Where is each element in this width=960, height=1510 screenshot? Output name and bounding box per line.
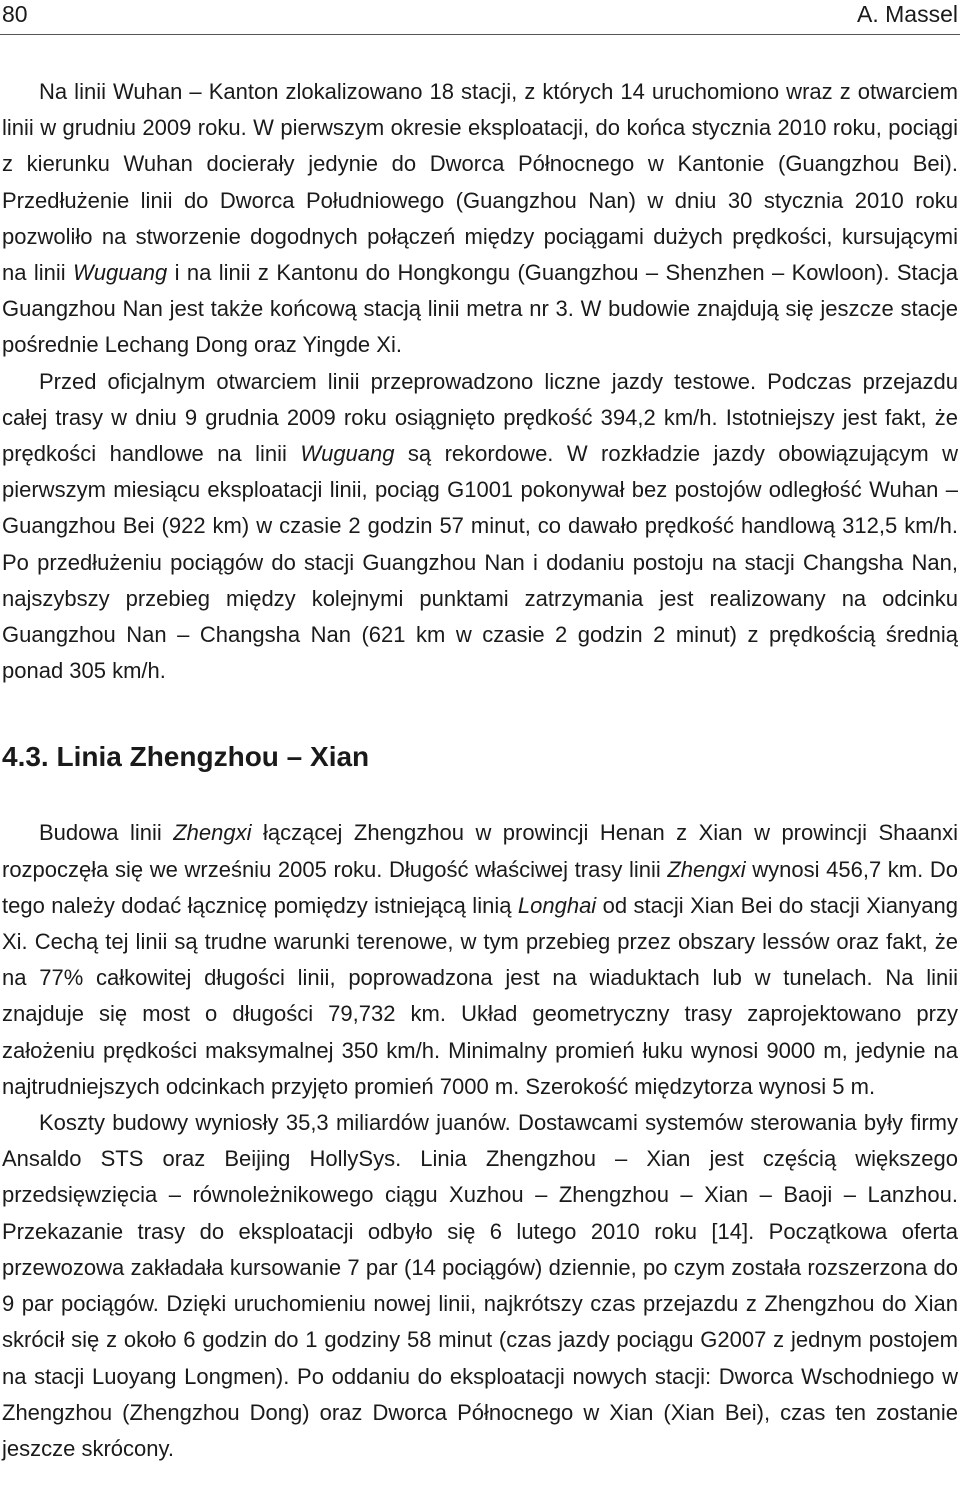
header-rule [0, 34, 960, 35]
page-number: 80 [2, 1, 28, 27]
section-heading: 4.3. Linia Zhengzhou – Xian [2, 741, 370, 773]
paragraph: Budowa linii Zhengxi łączącej Zhengzhou w prowincji Henan z Xian w prowincji Shaanxi rozpoczęła się we wrześniu 2005 roku. Długość właściwej trasy linii Zhengxi wynosi 456,7 km. Do tego należy dodać łącznicę pomiędzy istniejącą linią Longhai od stacji Xian Bei do stacji Xianyang Xi. Cechą tej linii są trudne warunki terenowe, w tym przebieg przez obszary lessów oraz fakt, że na 77% całkowitej długości linii, poprowadzona jest na wiaduktach lub w tunelach. Na linii znajduje się most o długości 79,732 km. Układ geometryczny trasy zaprojektowano przy założeniu prędkości maksymalnej 350 km/h. Minimalny promień łuku wynosi 9000 m, jedynie na najtrudniejszych odcinkach przyjęto promień 7000 m. Szerokość międzytorza wynosi 5 m. [2, 820, 958, 1099]
page-header [0, 0, 960, 36]
page-body [2, 74, 958, 1467]
paragraph: Koszty budowy wyniosły 35,3 miliardów juanów. Dostawcami systemów sterowania były firmy Ansaldo STS oraz Beijing HollySys. Linia Zhengzhou – Xian jest częścią większego przedsięwzięcia – równoleżnikowego ciągu Xuzhou – Zhengzhou – Xian – Baoji – Lanzhou. Przekazanie trasy do eksploatacji odbyło się 6 lutego 2010 roku [14]. Początkowa oferta przewozowa zakładała kursowanie 7 par (14 pociągów) dziennie, po czym została rozszerzona do 9 par pociągów. Dzięki uruchomieniu nowej linii, najkrótszy czas przejazdu z Zhengzhou do Xian skrócił się z około 6 godzin do 1 godziny 58 minut (czas jazdy pociągu G2007 z jednym postojem na stacji Luoyang Longmen). Po oddaniu do eksploatacji nowych stacji: Dworca Wschodniego w Zhengzhou (Zhengzhou Dong) oraz Dworca Północnego w Xian (Xian Bei), czas ten zostanie jeszcze skrócony. [2, 1110, 958, 1461]
paragraph: Przed oficjalnym otwarciem linii przeprowadzono liczne jazdy testowe. Podczas przejazdu całej trasy w dniu 9 grudnia 2009 roku osiągnięto prędkość 394,2 km/h. Istotniejszy jest fakt, że prędkości handlowe na linii Wuguang są rekordowe. W rozkładzie jazdy obowiązującym w pierwszym miesiącu eksploatacji linii, pociąg G1001 pokonywał bez postojów odległość Wuhan – Guangzhou Bei (922 km) w czasie 2 godzin 57 minut, co dawało prędkość handlową 312,5 km/h. Po przedłużeniu pociągów do stacji Guangzhou Nan i dodaniu postoju na stacji Changsha Nan, najszybszy przebieg między kolejnymi punktami zatrzymania jest realizowany na odcinku Guangzhou Nan – Changsha Nan (621 km w czasie 2 godzin 2 minut) z prędkością średnią ponad 305 km/h. [2, 368, 958, 684]
paragraph: Na linii Wuhan – Kanton zlokalizowano 18 stacji, z których 14 uruchomiono wraz z otwarciem linii w grudniu 2009 roku. W pierwszym okresie eksploatacji, do końca stycznia 2010 roku, pociągi z kierunku Wuhan docierały jedynie do Dworca Północnego w Kantonie (Guangzhou Bei). Przedłużenie linii do Dworca Południowego (Guangzhou Nan) w dniu 30 stycznia 2010 roku pozwoliło na stworzenie dogodnych połączeń między pociągami dużych prędkości, kursującymi na linii Wuguang i na linii z Kantonu do Hongkongu (Guangzhou – Shenzhen – Kowloon). Stacja Guangzhou Nan jest także końcową stacją linii metra nr 3. W budowie znajdują się jeszcze stacje pośrednie Lechang Dong oraz Yingde Xi. [2, 79, 958, 358]
running-head: A. Massel [857, 1, 958, 27]
